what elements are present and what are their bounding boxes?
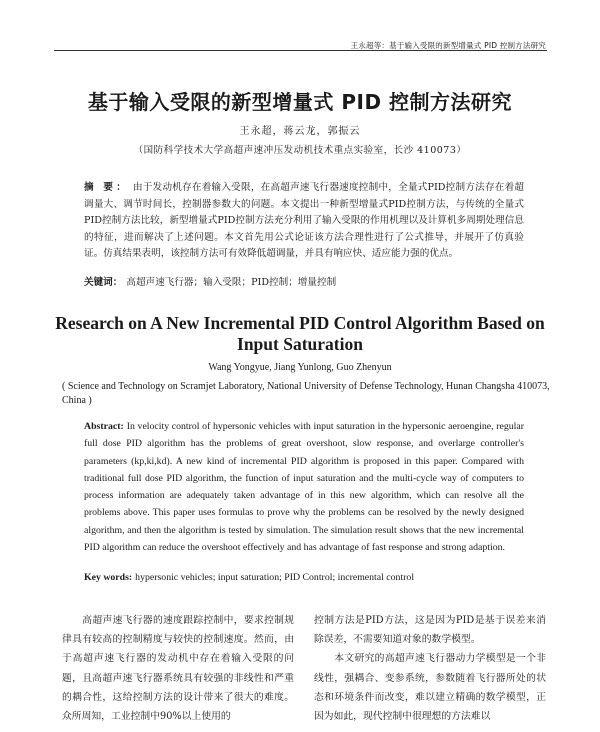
- chinese-abstract-text: 由于发动机存在着输入受限，在高超声速飞行器速度控制中，全量式PID控制方法存在着超调量大、调节时间长，控制器参数大的问题。本文提出一种新型增量式PID控制方法，与传统的全量式PID控制方法比较，新型增量式PID控制方法充分利用了输入受限的作用机理以及计算机多周期处理信息的特征，进而解决了上述问题。本文首先用公式论证该方法合理性进行了公式推导，并展开了仿真验证。仿真结果表明，该控制方法可有效降低超调量，并具有响应快、适应能力强的优点。: [84, 182, 524, 259]
- english-abstract-text: In velocity control of hypersonic vehicles with input saturation in the hypersonic aeroengine, regular full dose PID algorithm has the problems of great overshoot, slow response, and overlarge controller's parameters (kp,ki,kd). A new kind of incremental PID algorithm is proposed in this paper. Compared with traditional full dose PID algorithm, the function of input saturation and the multi-cycle way of computers to process information are adequately taken advantage of in this new algorithm, which can resolve all the problems above. This paper uses formulas to prove why the problems can be resolved by the newly designed algorithm, and then the algorithm is tested by simulation. The simulation result shows that the new incremental PID algorithm can reduce the overshoot effectively and has advantage of fast response and strong adaption.: [84, 421, 524, 554]
- english-affiliation: ( Science and Technology on Scramjet Laboratory, National University of Defense Technology, Hunan Changsha 410073, China ): [62, 381, 550, 406]
- chinese-title: 基于输入受限的新型增量式 PID 控制方法研究: [87, 90, 513, 114]
- english-abstract: [84, 418, 524, 556]
- chinese-abstract-label: 摘 要：: [84, 182, 130, 193]
- body-right-column: [314, 611, 546, 726]
- chinese-abstract: [84, 180, 524, 263]
- body-left-paragraph: 高超声速飞行器的速度跟踪控制中，要求控制规律具有较高的控制精度与较快的控制速度。然而，由于高超声速飞行器的发动机中存在着输入受限的问题，且高超声速飞行器系统具有较强的非线性和严重的耦合性，这给控制方法的设计带来了很大的难度。众所周知，工业控制中90%以上使用的: [62, 615, 294, 723]
- english-abstract-label: Abstract:: [84, 421, 124, 432]
- chinese-authors: 王永超，蒋云龙，郭振云: [239, 126, 361, 137]
- running-head: 王永超等：基于输入受限的新型增量式 PID 控制方法研究: [350, 41, 546, 50]
- body-right-paragraph-2: 本文研究的高超声速飞行器动力学模型是一个非线性，强耦合、变参系统，参数随着飞行器所处的状态和环境条件而改变，难以建立精确的数学模型，正因为如此，现代控制中很理想的方法难以: [314, 653, 546, 723]
- english-title: Research on A New Incremental PID Control Algorithm Based on Input Saturation: [55, 313, 545, 354]
- body-right-paragraph-1: 控制方法是PID方法，这是因为PID是基于误差来消除误差，不需要知道对象的数学模型。: [314, 615, 546, 646]
- chinese-affiliation: （国防科学技术大学高超声速冲压发动机技术重点实验室，长沙 410073）: [133, 145, 467, 156]
- chinese-keywords-label: 关键词：: [84, 277, 123, 288]
- chinese-keywords-text: 高超声速飞行器；输入受限；PID控制；增量控制: [126, 277, 337, 288]
- english-keywords: [84, 572, 524, 583]
- header-rule: [54, 50, 547, 51]
- chinese-keywords: [84, 276, 524, 290]
- body-left-column: [62, 611, 294, 726]
- english-keywords-label: Key words:: [84, 572, 133, 583]
- english-keywords-text: hypersonic vehicles; input saturation; PID Control; incremental control: [135, 572, 415, 583]
- english-authors: Wang Yongyue, Jiang Yunlong, Guo Zhenyun: [208, 362, 392, 373]
